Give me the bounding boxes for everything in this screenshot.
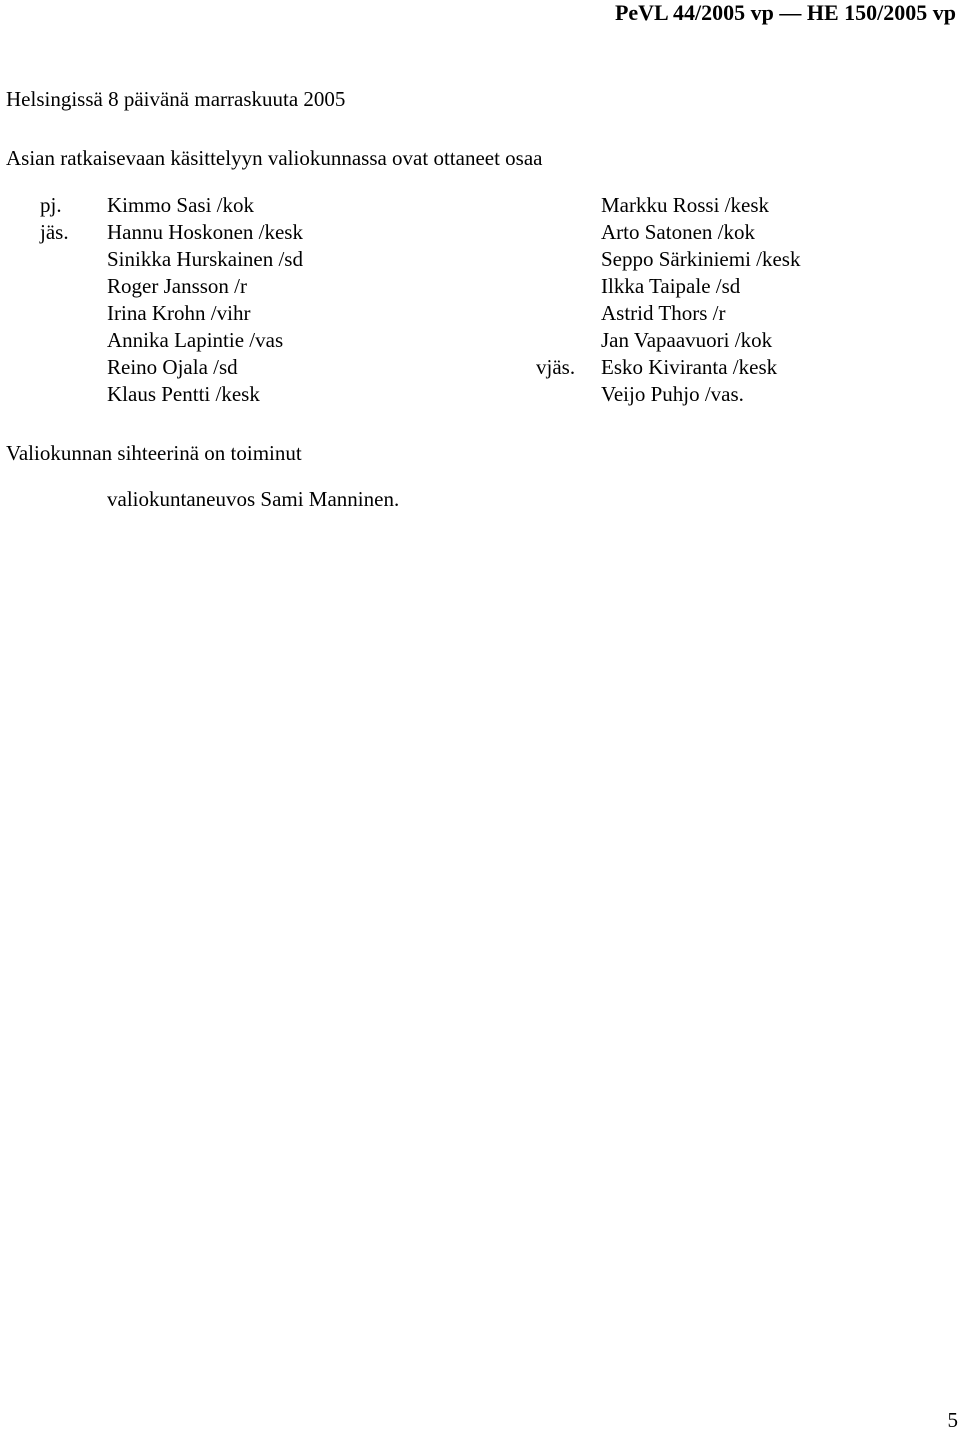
member-name: Annika Lapintie /vas — [107, 328, 284, 352]
member-role: vjäs. — [536, 355, 576, 379]
member-name: Esko Kiviranta /kesk — [601, 355, 778, 379]
member-role: jäs. — [40, 220, 69, 244]
member-name: Jan Vapaavuori /kok — [601, 328, 773, 352]
member-name: Roger Jansson /r — [107, 274, 247, 298]
member-name: Seppo Särkiniemi /kesk — [601, 247, 801, 271]
member-name: Veijo Puhjo /vas. — [601, 382, 744, 406]
member-name: Ilkka Taipale /sd — [601, 274, 741, 298]
page-number: 5 — [947, 1408, 958, 1432]
participants-intro: Asian ratkaisevaan käsittelyyn valiokunnassa ovat ottaneet osaa — [6, 146, 543, 170]
member-name: Astrid Thors /r — [601, 301, 726, 325]
member-name: Irina Krohn /vihr — [107, 301, 251, 325]
member-name: Kimmo Sasi /kok — [107, 193, 255, 217]
place-date: Helsingissä 8 päivänä marraskuuta 2005 — [6, 87, 346, 111]
member-name: Sinikka Hurskainen /sd — [107, 247, 303, 271]
member-name: Arto Satonen /kok — [601, 220, 755, 244]
member-name: Markku Rossi /kesk — [601, 193, 769, 217]
member-role: pj. — [40, 193, 62, 217]
member-name: Hannu Hoskonen /kesk — [107, 220, 303, 244]
secretary-name: valiokuntaneuvos Sami Manninen. — [107, 487, 400, 511]
document-reference: PeVL 44/2005 vp — HE 150/2005 vp — [614, 0, 956, 25]
secretary-intro: Valiokunnan sihteerinä on toiminut — [6, 441, 302, 465]
member-name: Reino Ojala /sd — [107, 355, 238, 379]
member-name: Klaus Pentti /kesk — [107, 382, 260, 406]
